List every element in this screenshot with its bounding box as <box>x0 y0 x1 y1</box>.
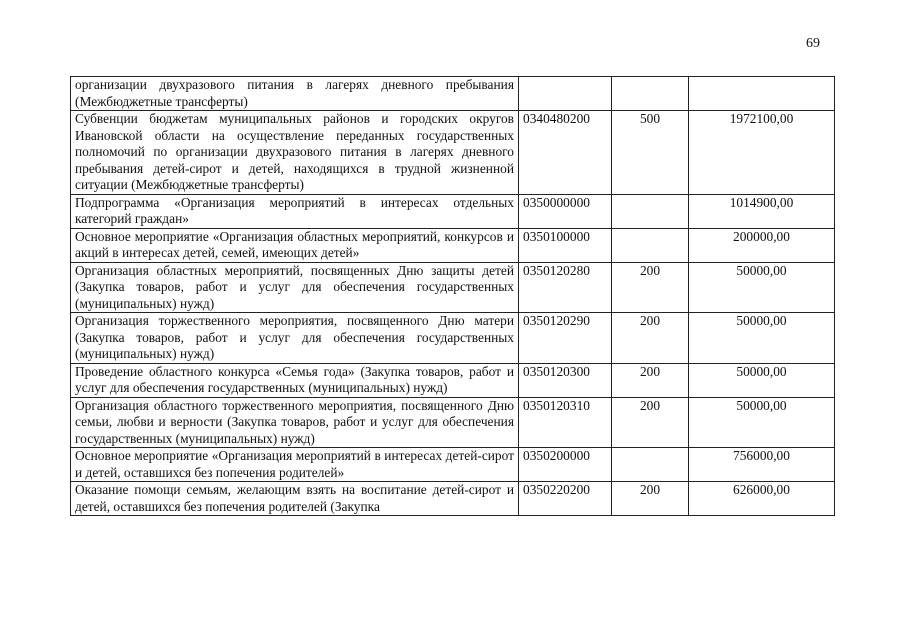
row-code-cell <box>519 77 612 111</box>
table-row <box>71 397 835 448</box>
row-code-cell: 0350120290 <box>519 313 612 364</box>
table-row <box>71 448 835 482</box>
row-code-cell: 0340480200 <box>519 111 612 195</box>
row-amount-cell: 1014900,00 <box>689 194 835 228</box>
row-code-cell: 0350200000 <box>519 448 612 482</box>
row-expense-type-cell: 200 <box>612 313 689 364</box>
row-code-cell: 0350220200 <box>519 482 612 516</box>
row-expense-type-cell <box>612 77 689 111</box>
row-name-cell: Проведение областного конкурса «Семья года» (Закупка товаров, работ и услуг для обеспечения государственных (муниципальных) нужд) <box>71 363 519 397</box>
row-expense-type-cell: 200 <box>612 363 689 397</box>
row-expense-type-cell: 200 <box>612 482 689 516</box>
row-amount-cell: 50000,00 <box>689 313 835 364</box>
row-amount-cell <box>689 77 835 111</box>
row-code-cell: 0350120280 <box>519 262 612 313</box>
row-amount-cell: 50000,00 <box>689 363 835 397</box>
row-expense-type-cell <box>612 194 689 228</box>
row-name-cell: Организация торжественного мероприятия, посвященного Дню матери (Закупка товаров, работ и услуг для обеспечения государственных (муниципальных) нужд) <box>71 313 519 364</box>
row-name-cell: Подпрограмма «Организация мероприятий в интересах отдельных категорий граждан» <box>71 194 519 228</box>
table-row <box>71 482 835 516</box>
row-amount-cell: 1972100,00 <box>689 111 835 195</box>
page-number: 69 <box>806 36 820 51</box>
row-name-cell: Организация областного торжественного мероприятия, посвященного Дню семьи, любви и верности (Закупка товаров, работ и услуг для обеспечения государственных (муниципальных) нужд) <box>71 397 519 448</box>
row-amount-cell: 50000,00 <box>689 397 835 448</box>
row-name-cell: Субвенции бюджетам муниципальных районов и городских округов Ивановской области на осуществление переданных государственных полномочий по организации двухразового питания в лагерях дневного пребывания детей-сирот и детей, находящихся в трудной жизненной ситуации (Межбюджетные трансферты) <box>71 111 519 195</box>
row-code-cell: 0350100000 <box>519 228 612 262</box>
table-row <box>71 228 835 262</box>
row-amount-cell: 50000,00 <box>689 262 835 313</box>
table-row <box>71 262 835 313</box>
row-expense-type-cell <box>612 228 689 262</box>
table-row <box>71 111 835 195</box>
budget-table <box>70 76 835 516</box>
row-name-cell: Оказание помощи семьям, желающим взять на воспитание детей-сирот и детей, оставшихся без попечения родителей (Закупка <box>71 482 519 516</box>
row-expense-type-cell: 500 <box>612 111 689 195</box>
row-code-cell: 0350120300 <box>519 363 612 397</box>
row-expense-type-cell: 200 <box>612 262 689 313</box>
table-row <box>71 313 835 364</box>
row-expense-type-cell: 200 <box>612 397 689 448</box>
row-amount-cell: 200000,00 <box>689 228 835 262</box>
row-amount-cell: 626000,00 <box>689 482 835 516</box>
row-name-cell: Основное мероприятие «Организация областных мероприятий, конкурсов и акций в интересах детей, семей, имеющих детей» <box>71 228 519 262</box>
row-name-cell: Организация областных мероприятий, посвященных Дню защиты детей (Закупка товаров, работ и услуг для обеспечения государственных (муниципальных) нужд) <box>71 262 519 313</box>
row-expense-type-cell <box>612 448 689 482</box>
row-amount-cell: 756000,00 <box>689 448 835 482</box>
row-name-cell: Основное мероприятие «Организация мероприятий в интересах детей-сирот и детей, оставшихся без попечения родителей» <box>71 448 519 482</box>
row-code-cell: 0350120310 <box>519 397 612 448</box>
table-row <box>71 77 835 111</box>
row-name-cell: организации двухразового питания в лагерях дневного пребывания (Межбюджетные трансферты) <box>71 77 519 111</box>
row-code-cell: 0350000000 <box>519 194 612 228</box>
table-row <box>71 194 835 228</box>
table-row <box>71 363 835 397</box>
